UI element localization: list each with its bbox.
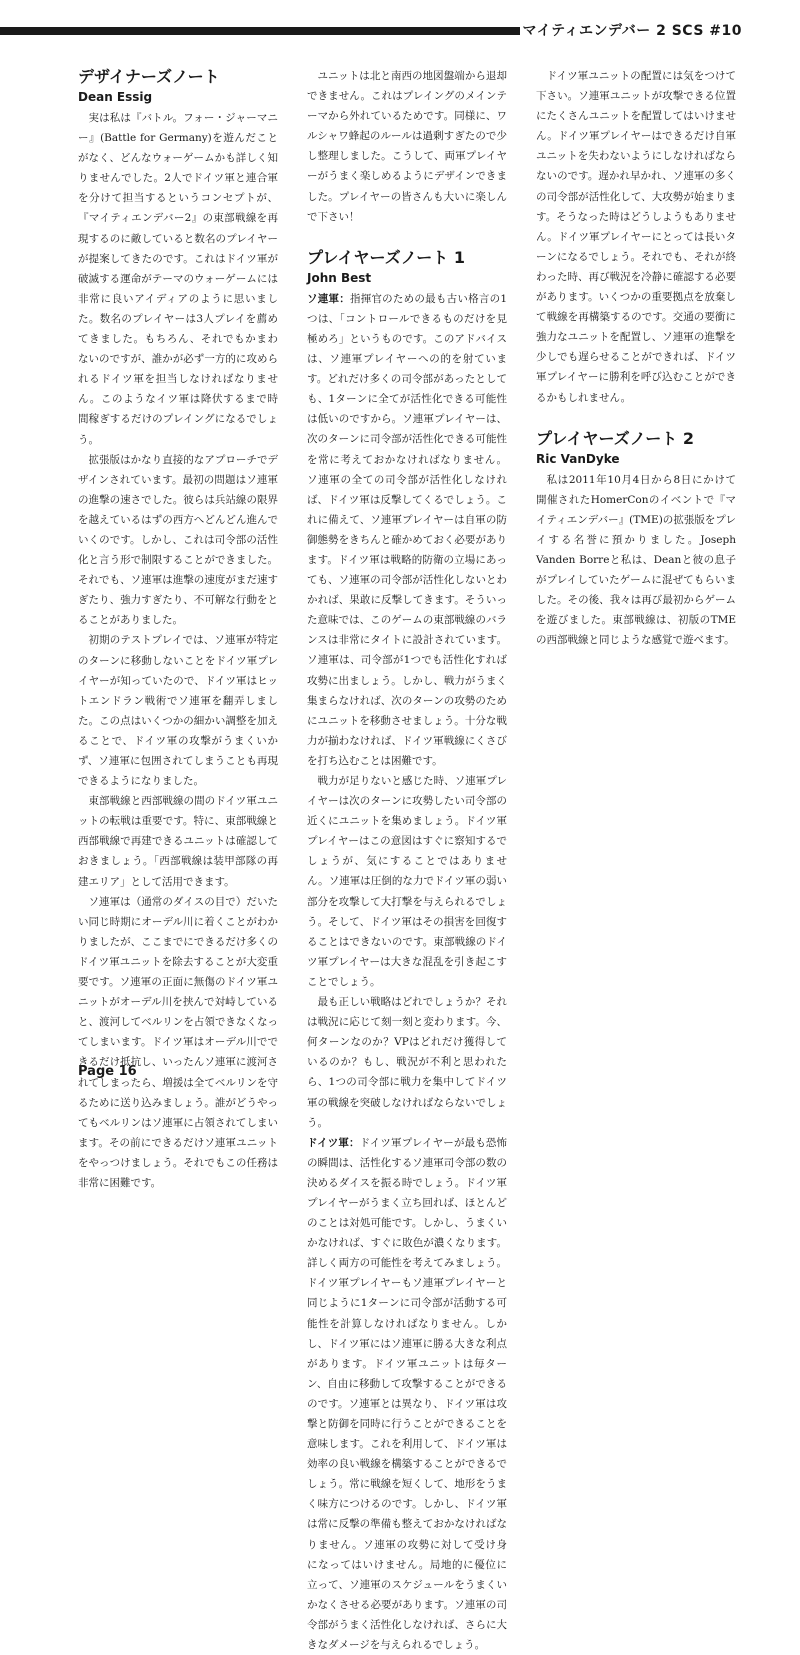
- player-notes-1-title: プレイヤーズノート 1: [307, 247, 465, 267]
- designer-paragraph-2: 拡張版はかなり直接的なアプローチでデザインされています。最初の問題はソ連軍の進撃の速さでした。彼らは兵站線の限界を越えているはずの西方へどんどん進んでいくのです。しかし、これは司令部の活性化と言う形で制限することができました。それでも、ソ連軍は進撃の速度がまだ速すぎたり、強力すぎたり、不可解な行動をとることがありました。: [78, 453, 278, 627]
- designer-paragraph-1: 実は私は『バトル。フォー・ジャーマニー』(Battle for Germany)を遊んだことがなく、どんなウォーゲームかも詳しく知りませんでした。2人でドイツ軍と連合軍を分けて担当するというコンセプトが、『マイティエンデバー2』の東部戦線を再現するのに敵していると数名のプレイヤーが提案してきたのです。これはドイツ軍が破滅する運命がテーマのウォーゲームには非常に良いアイディアのように思いました。数名のプレイヤーは3人プレイを薦めてきました。もちろん、それでもかまわないのですが、誰かが必ず一方的に攻められるドイツ軍を担当しなければなりません。このようなイツ軍は降伏するまで時間稼ぎするだけのプレイングになるでしょう。: [78, 112, 278, 446]
- designer-paragraph-4: 東部戦線と西部戦線の間のドイツ軍ユニットの転戦は重要です。特に、東部戦線と西部戦線で再建できるユニットは確認しておきましょう。「西部戦線は装甲部隊の再建エリア」として活用できます。: [78, 795, 278, 888]
- column-2: [307, 66, 507, 1655]
- player1-paragraph-1: 戦力が足りないと感じた時、ソ連軍プレイヤーは次のターンに攻勢したい司令部の近くにユニットを集めましょう。ドイツ軍プレイヤーはこの意図はすぐに察知するでしょうが、気にすることではありません。ソ連軍は圧倒的な力でドイツ軍の弱い部分を攻撃して大打撃を与えられるでしょう。そして、ドイツ軍はその損害を回復することはできないのです。東部戦線のドイツ軍プレイヤーは大きな混乱を引き起こすことでしょう。: [307, 775, 507, 988]
- soviet-lead-paragraph: [307, 289, 507, 771]
- designer-paragraph-6: ユニットは北と南西の地図盤端から退却できません。これはプレイングのメインテーマから外れているためです。同様に、ワルシャワ蜂起のルールは過剰すぎたので少し整理しました。こうして、両軍プレイヤーがうまく楽しめるようにデザインできました。プレイヤーの皆さんも大いに楽しんで下さい！: [307, 70, 507, 223]
- page-number: Page 16: [78, 1064, 137, 1079]
- designer-paragraph-5: ソ連軍は（通常のダイスの目で）だいたい同じ時期にオーデル川に着くことがわかりましたが、ここまでにできるだけ多くのドイツ軍ユニットを除去することが大変重要です。ソ連軍の正面に無傷のドイツ軍ユニットがオーデル川を挟んで対峙していると、渡河してベルリンを占領できなくなってしまいます。ドイツ軍はオーデル川でできるだけ抵抗し、いったんソ連軍に渡河されてしまったら、増援は全てベルリンを守るために送り込みましょう。誰がどうやってもベルリンはソ連軍に占領されてしまいます。その前にできるだけソ連軍ユニットをやっつけましょう。それでもこの任務は非常に困難です。: [78, 895, 278, 1189]
- player-notes-1-author: John Best: [307, 270, 372, 285]
- player-notes-2-title: プレイヤーズノート 2: [536, 428, 694, 448]
- player-notes-2-author: Ric VanDyke: [536, 451, 620, 466]
- column-3: [536, 66, 736, 650]
- header-rule: [0, 27, 520, 35]
- german-lead-text: ドイツ軍プレイヤーが最も恐怖の瞬間は、活性化するソ連軍司令部の数の決めるダイスを振る時でしょう。ドイツ軍プレイヤーがうまく立ち回れば、ほとんどのことは対処可能です。しかし、うまくいかなければ、すぐに敗色が濃くなります。詳しく両方の可能性を考えてみましょう。ドイツ軍プレイヤーもソ連軍プレイヤーと同じように1ターンに司令部が活動する可能性を計算しなければなりません。しかし、ドイツ軍にはソ連軍に勝る大きな利点があります。ドイツ軍ユニットは毎ターン、自由に移動して攻撃することができるのです。ソ連軍とは異なり、ドイツ軍は攻撃と防御を同時に行うことができることを意味します。これを利用して、ドイツ軍は効率の良い戦線を構築することができるでしょう。常に戦線を短くして、地形をうまく味方につけるのです。しかし、ドイツ軍は常に反撃の準備も整えておかなければなりません。ソ連軍の攻勢に対して受け身になってはいけません。局地的に優位に立って、ソ連軍のスケジュールをうまくいかなくさせる必要があります。ソ連軍の司令部がうまく活性化しなければ、さらに大きなダメージを与えられるでしょう。: [307, 1136, 507, 1652]
- soviet-label: ソ連軍：: [307, 292, 350, 305]
- player2-paragraph: 私は2011年10月4日から8日にかけて開催されたHomerConのイベントで『マイティエンデバー』(TME)の拡張版をプレイする名誉に預かりました。Joseph Vanden Borreと私は、Deanと彼の息子がプレイしていたゲームに混ぜてもらいました。その後、我々は再び最初からゲームを遊びました。東部戦線は、初版のTMEの西部戦線と同じような感覚で遊べます。: [536, 473, 736, 647]
- designer-notes-title: デザイナーズノート: [78, 67, 220, 86]
- designer-paragraph-3: 初期のテストプレイでは、ソ連軍が特定のターンに移動しないことをドイツ軍プレイヤーが知っていたので、ドイツ軍はヒットエンドラン戦術でソ連軍を翻弄しました。この点はいくつかの細かい調整を加えることで、ドイツ軍の攻撃がうまくいかず、ソ連軍に包囲されてしまうことも再現できるようになりました。: [78, 634, 278, 788]
- soviet-lead-text: 指揮官のための最も古い格言の1つは、「コントロールできるものだけを見極めろ」というものです。このアドバイスは、ソ連軍プレイヤーへの的を射ています。どれだけ多くの司令部があったとしても、1ターンに全てが活性化できる可能性は低いのですから。ソ連軍プレイヤーは、次のターンに司令部が活性化できる可能性を常に考えておかなければなりません。ソ連軍の全ての司令部が活性化しなければ、ドイツ軍は反撃してくるでしょう。これに備えて、ソ連軍プレイヤーは自軍の防御態勢をきちんと確かめておく必要があります。ドイツ軍は戦略的防衛の立場にあっても、ソ連軍の司令部が活性化しないとわかれば、果敢に反撃してきます。そういった意味では、このゲームの東部戦線のバランスは非常にタイトに設計されています。ソ連軍は、司令部が1つでも活性化すれば攻勢に出ましょう。しかし、戦力がうまく集まらなければ、次のターンの攻勢のためにユニットを移動させましょう。十分な戦力が揃わなければ、ドイツ軍戦線にくさびを打ち込むことは困難です。: [307, 292, 508, 767]
- column-1: [78, 66, 278, 1193]
- player1-paragraph-2: 最も正しい戦略はどれでしょうか？それは戦況に応じて刻一刻と変わります。今、何ターンなのか？VPはどれだけ獲得しているのか？もし、戦況が不利と思われたら、1つの司令部に戦力を集中してドイツ軍の戦線を突破しなければならないでしょう。: [307, 996, 507, 1129]
- designer-notes-author: Dean Essig: [78, 90, 153, 104]
- german-lead-paragraph: [307, 1133, 507, 1655]
- german-label: ドイツ軍：: [307, 1136, 360, 1149]
- german-paragraph: ドイツ軍ユニットの配置には気をつけて下さい。ソ連軍ユニットが攻撃できる位置にたくさんユニットを配置してはいけません。ドイツ軍プレイヤーはできるだけ自軍ユニットを失わないようにしなければならないのです。遅かれ早かれ、ソ連軍の多くの司令部が活性化して、大攻勢が始まります。そうなった時はどうしようもありません。ドイツ軍プレイヤーにとっては長いターンになるでしょう。それでも、それが終わった時、再び戦況を冷静に確認する必要があります。いくつかの重要拠点を放棄して戦線を再構築するのです。交通の要衝に強力なユニットを配置し、ソ連軍の進撃を少しでも遅らせることができれば、ドイツ軍プレイヤーに勝利を呼び込むことができるかもしれません。: [536, 70, 736, 404]
- publication-header: マイティエンデバー 2 SCS #10: [522, 23, 742, 39]
